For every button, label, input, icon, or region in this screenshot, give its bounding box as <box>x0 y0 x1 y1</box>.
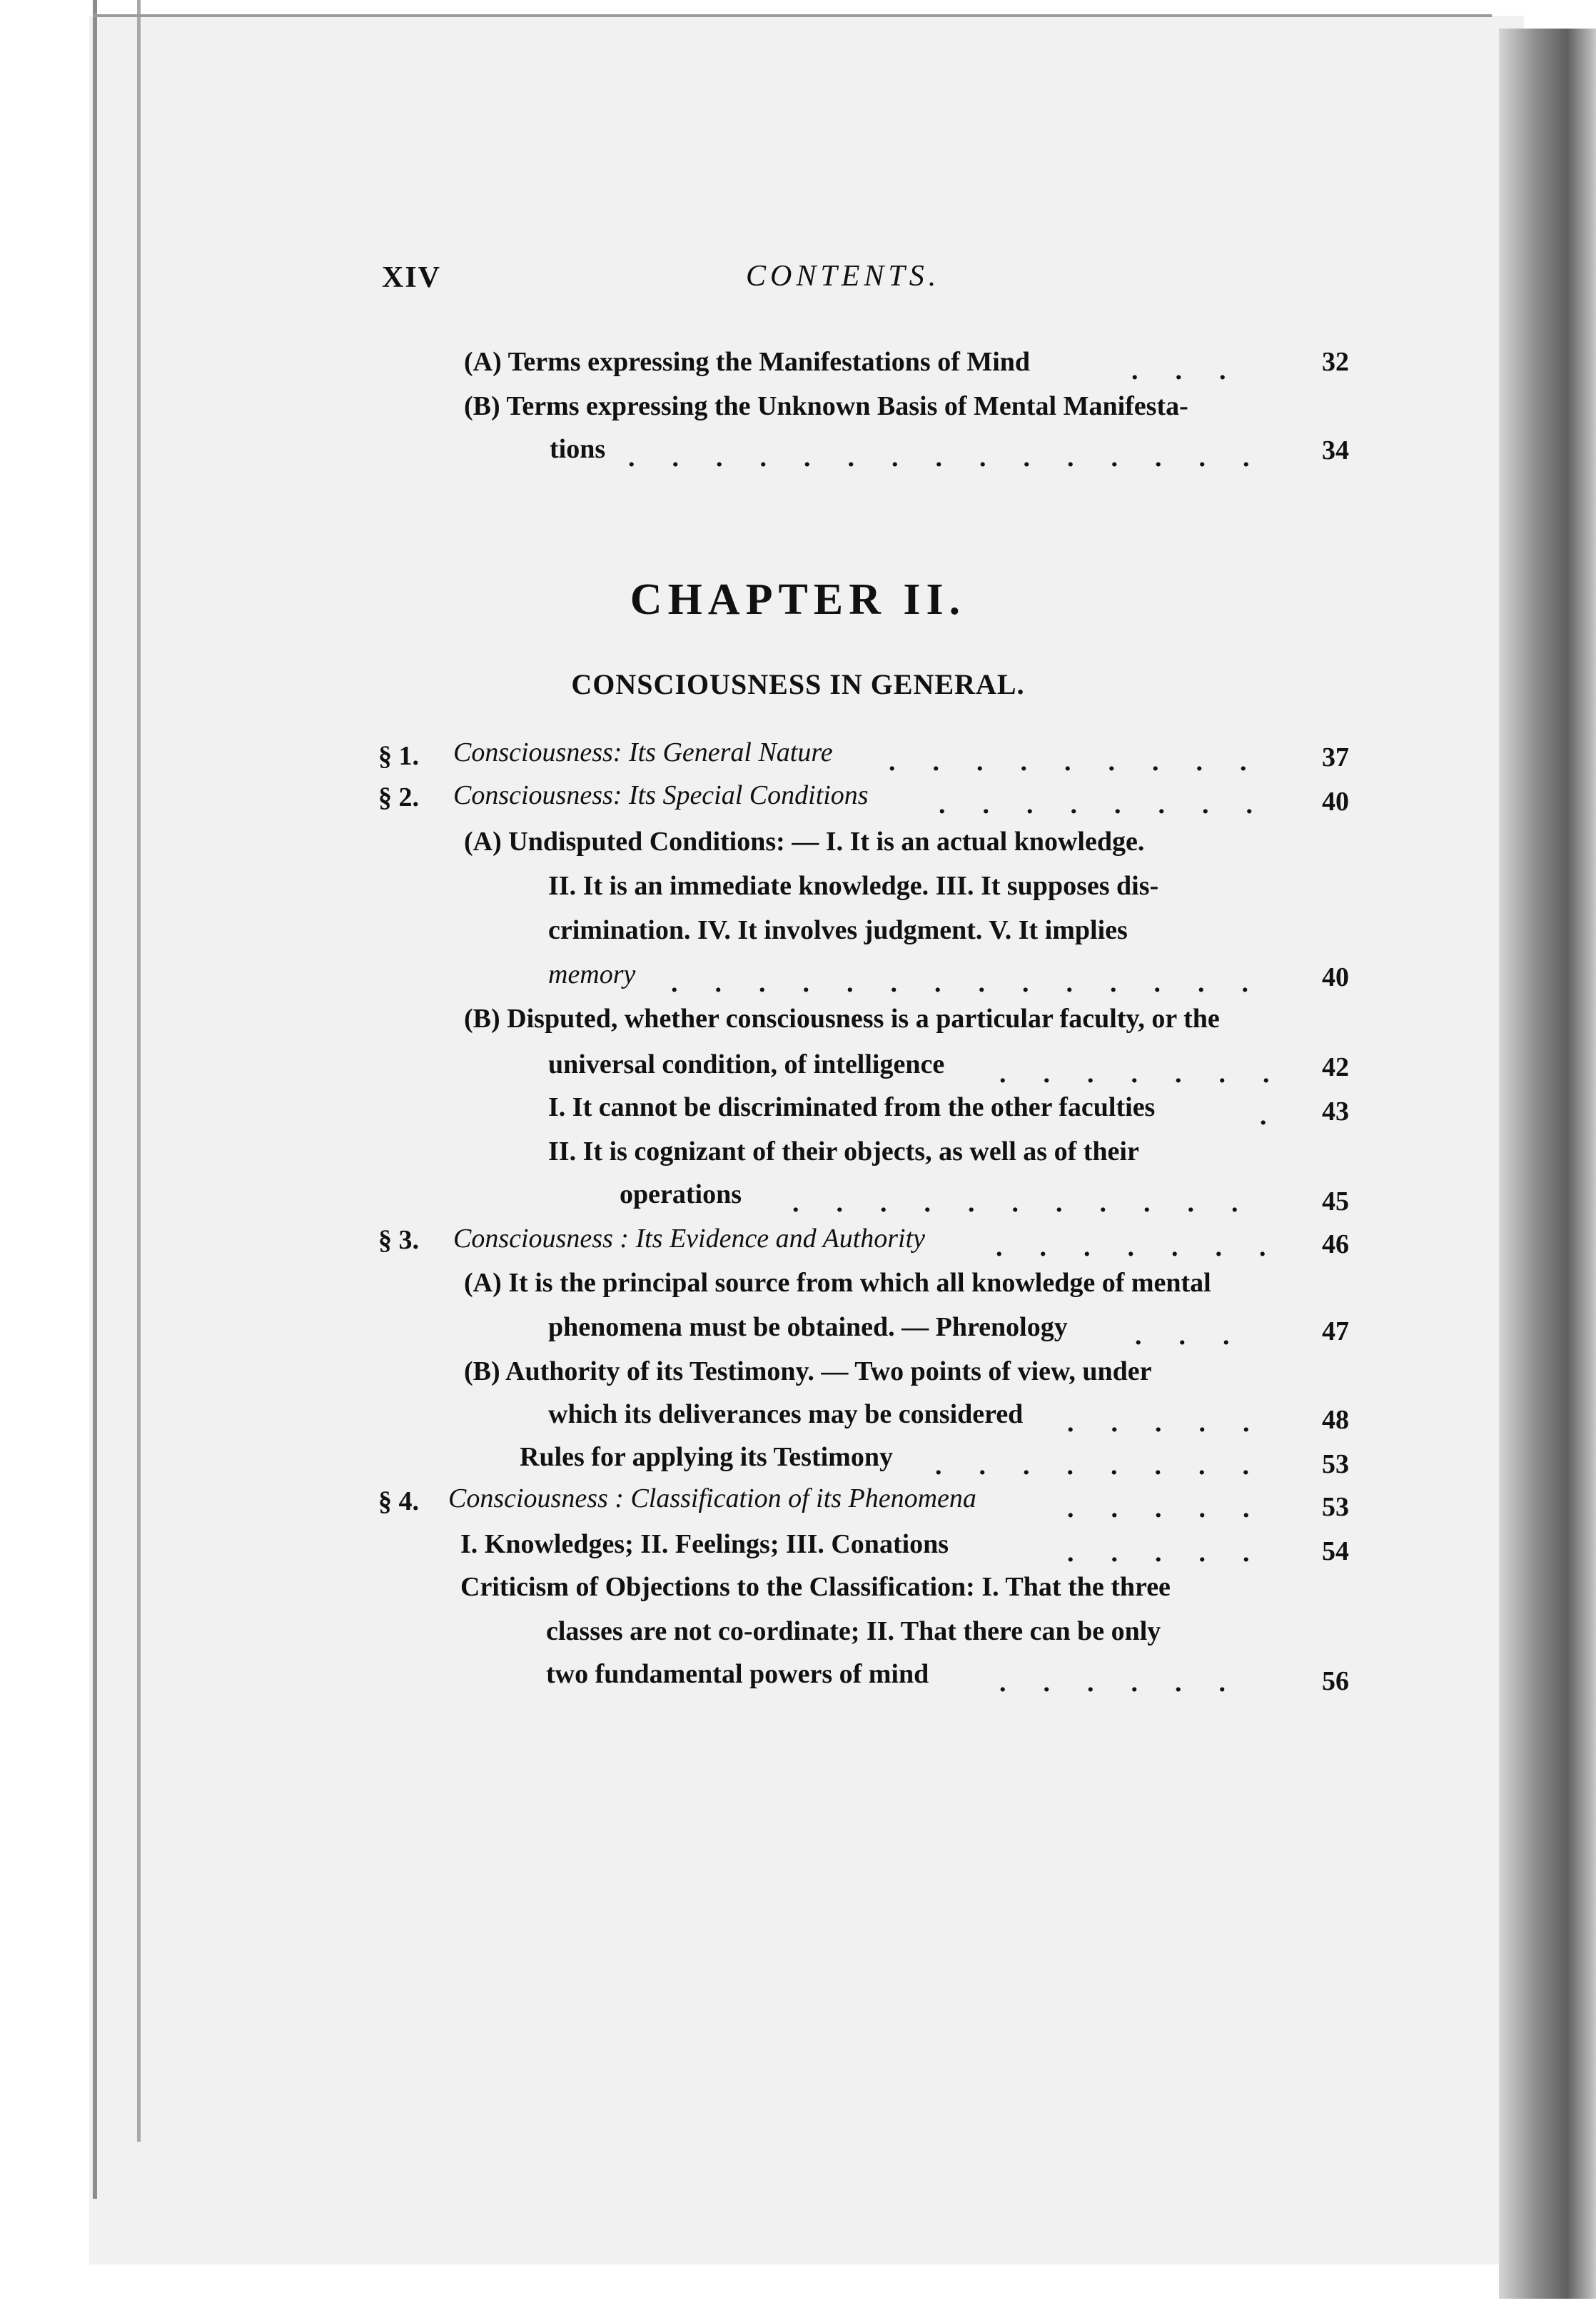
leader-dots: .............. <box>671 968 1286 998</box>
toc-line: I. It cannot be discriminated from the other faculties <box>548 1092 1156 1122</box>
section-mark: § 1. <box>378 741 419 771</box>
toc-line: crimination. IV. It involves judgment. V. It implies <box>548 915 1128 945</box>
leader-dots: ....... <box>996 1232 1303 1262</box>
page-ref: 45 <box>1322 1186 1349 1216</box>
section-title: Consciousness: Its Special Conditions <box>453 780 869 810</box>
page-ref: 32 <box>1322 347 1349 377</box>
section-title: Consciousness : Classification of its Phenomena <box>448 1483 976 1513</box>
leader-dots: . <box>1260 1101 1304 1131</box>
toc-line: operations <box>620 1179 742 1209</box>
toc-entry-b-terms-cont: tions <box>550 434 606 464</box>
leader-dots: ........ <box>939 790 1290 820</box>
toc-line: universal condition, of intelligence <box>548 1049 945 1079</box>
page-ref: 46 <box>1322 1229 1349 1259</box>
section-mark: § 4. <box>378 1486 419 1516</box>
page-ref: 42 <box>1322 1052 1349 1082</box>
toc-line: (A) Undisputed Conditions: — I. It is an actual knowledge. <box>464 827 1145 857</box>
chapter-heading: CHAPTER II. <box>630 575 966 624</box>
leader-dots: ............... <box>628 443 1287 473</box>
page-ref: 37 <box>1322 742 1349 772</box>
toc-line: which its deliverances may be considered <box>548 1399 1024 1429</box>
chapter-subtitle: CONSCIOUSNESS IN GENERAL. <box>571 668 1025 700</box>
toc-line: II. It is cognizant of their objects, as well as of their <box>548 1137 1139 1166</box>
page-ref: 40 <box>1322 962 1349 992</box>
leader-dots: ........ <box>935 1451 1286 1481</box>
page-ref: 40 <box>1322 787 1349 817</box>
section-title: Consciousness: Its General Nature <box>453 737 833 767</box>
toc-line: memory <box>548 959 636 989</box>
page-ref: 53 <box>1322 1449 1349 1479</box>
leader-dots: ... <box>1131 356 1263 386</box>
section-mark: § 2. <box>378 782 419 812</box>
toc-line: two fundamental powers of mind <box>546 1659 929 1689</box>
page-ref: 34 <box>1322 435 1349 465</box>
page-ref: 48 <box>1322 1405 1349 1435</box>
toc-line: II. It is an immediate knowledge. III. It supposes dis- <box>548 871 1159 901</box>
page-number: XIV <box>382 261 442 294</box>
page-ref: 43 <box>1322 1097 1349 1127</box>
page-ref: 56 <box>1322 1666 1349 1696</box>
toc-line: (B) Disputed, whether consciousness is a particular faculty, or the <box>464 1004 1220 1034</box>
toc-line: phenomena must be obtained. — Phrenology <box>548 1312 1068 1342</box>
page-ref: 47 <box>1322 1316 1349 1346</box>
section-mark: § 3. <box>378 1225 419 1255</box>
leader-dots: ..... <box>1067 1538 1287 1568</box>
page-ref: 54 <box>1322 1536 1349 1566</box>
running-title: CONTENTS. <box>746 260 941 293</box>
toc-line: classes are not co-ordinate; II. That there can be only <box>546 1616 1161 1646</box>
leader-dots: ......... <box>889 747 1284 777</box>
toc-line: I. Knowledges; II. Feelings; III. Conations <box>460 1529 949 1559</box>
leader-dots: ..... <box>1067 1493 1287 1523</box>
leader-dots: ....... <box>999 1059 1307 1089</box>
page-ref: 53 <box>1322 1492 1349 1522</box>
leader-dots: ...... <box>999 1668 1263 1698</box>
toc-entry-a-terms: (A) Terms expressing the Manifestations of Mind <box>464 347 1031 377</box>
toc-entry-b-terms: (B) Terms expressing the Unknown Basis of Mental Manifesta- <box>464 391 1188 421</box>
toc-line: (A) It is the principal source from which all knowledge of mental <box>464 1268 1211 1298</box>
leader-dots: ..... <box>1067 1408 1287 1438</box>
section-title: Consciousness : Its Evidence and Authority <box>453 1224 926 1254</box>
toc-line: (B) Authority of its Testimony. — Two points of view, under <box>464 1356 1152 1386</box>
toc-line: Criticism of Objections to the Classification: I. That the three <box>460 1572 1171 1602</box>
leader-dots: ........... <box>792 1188 1276 1218</box>
leader-dots: ... <box>1135 1321 1267 1351</box>
toc-line: Rules for applying its Testimony <box>520 1442 893 1472</box>
